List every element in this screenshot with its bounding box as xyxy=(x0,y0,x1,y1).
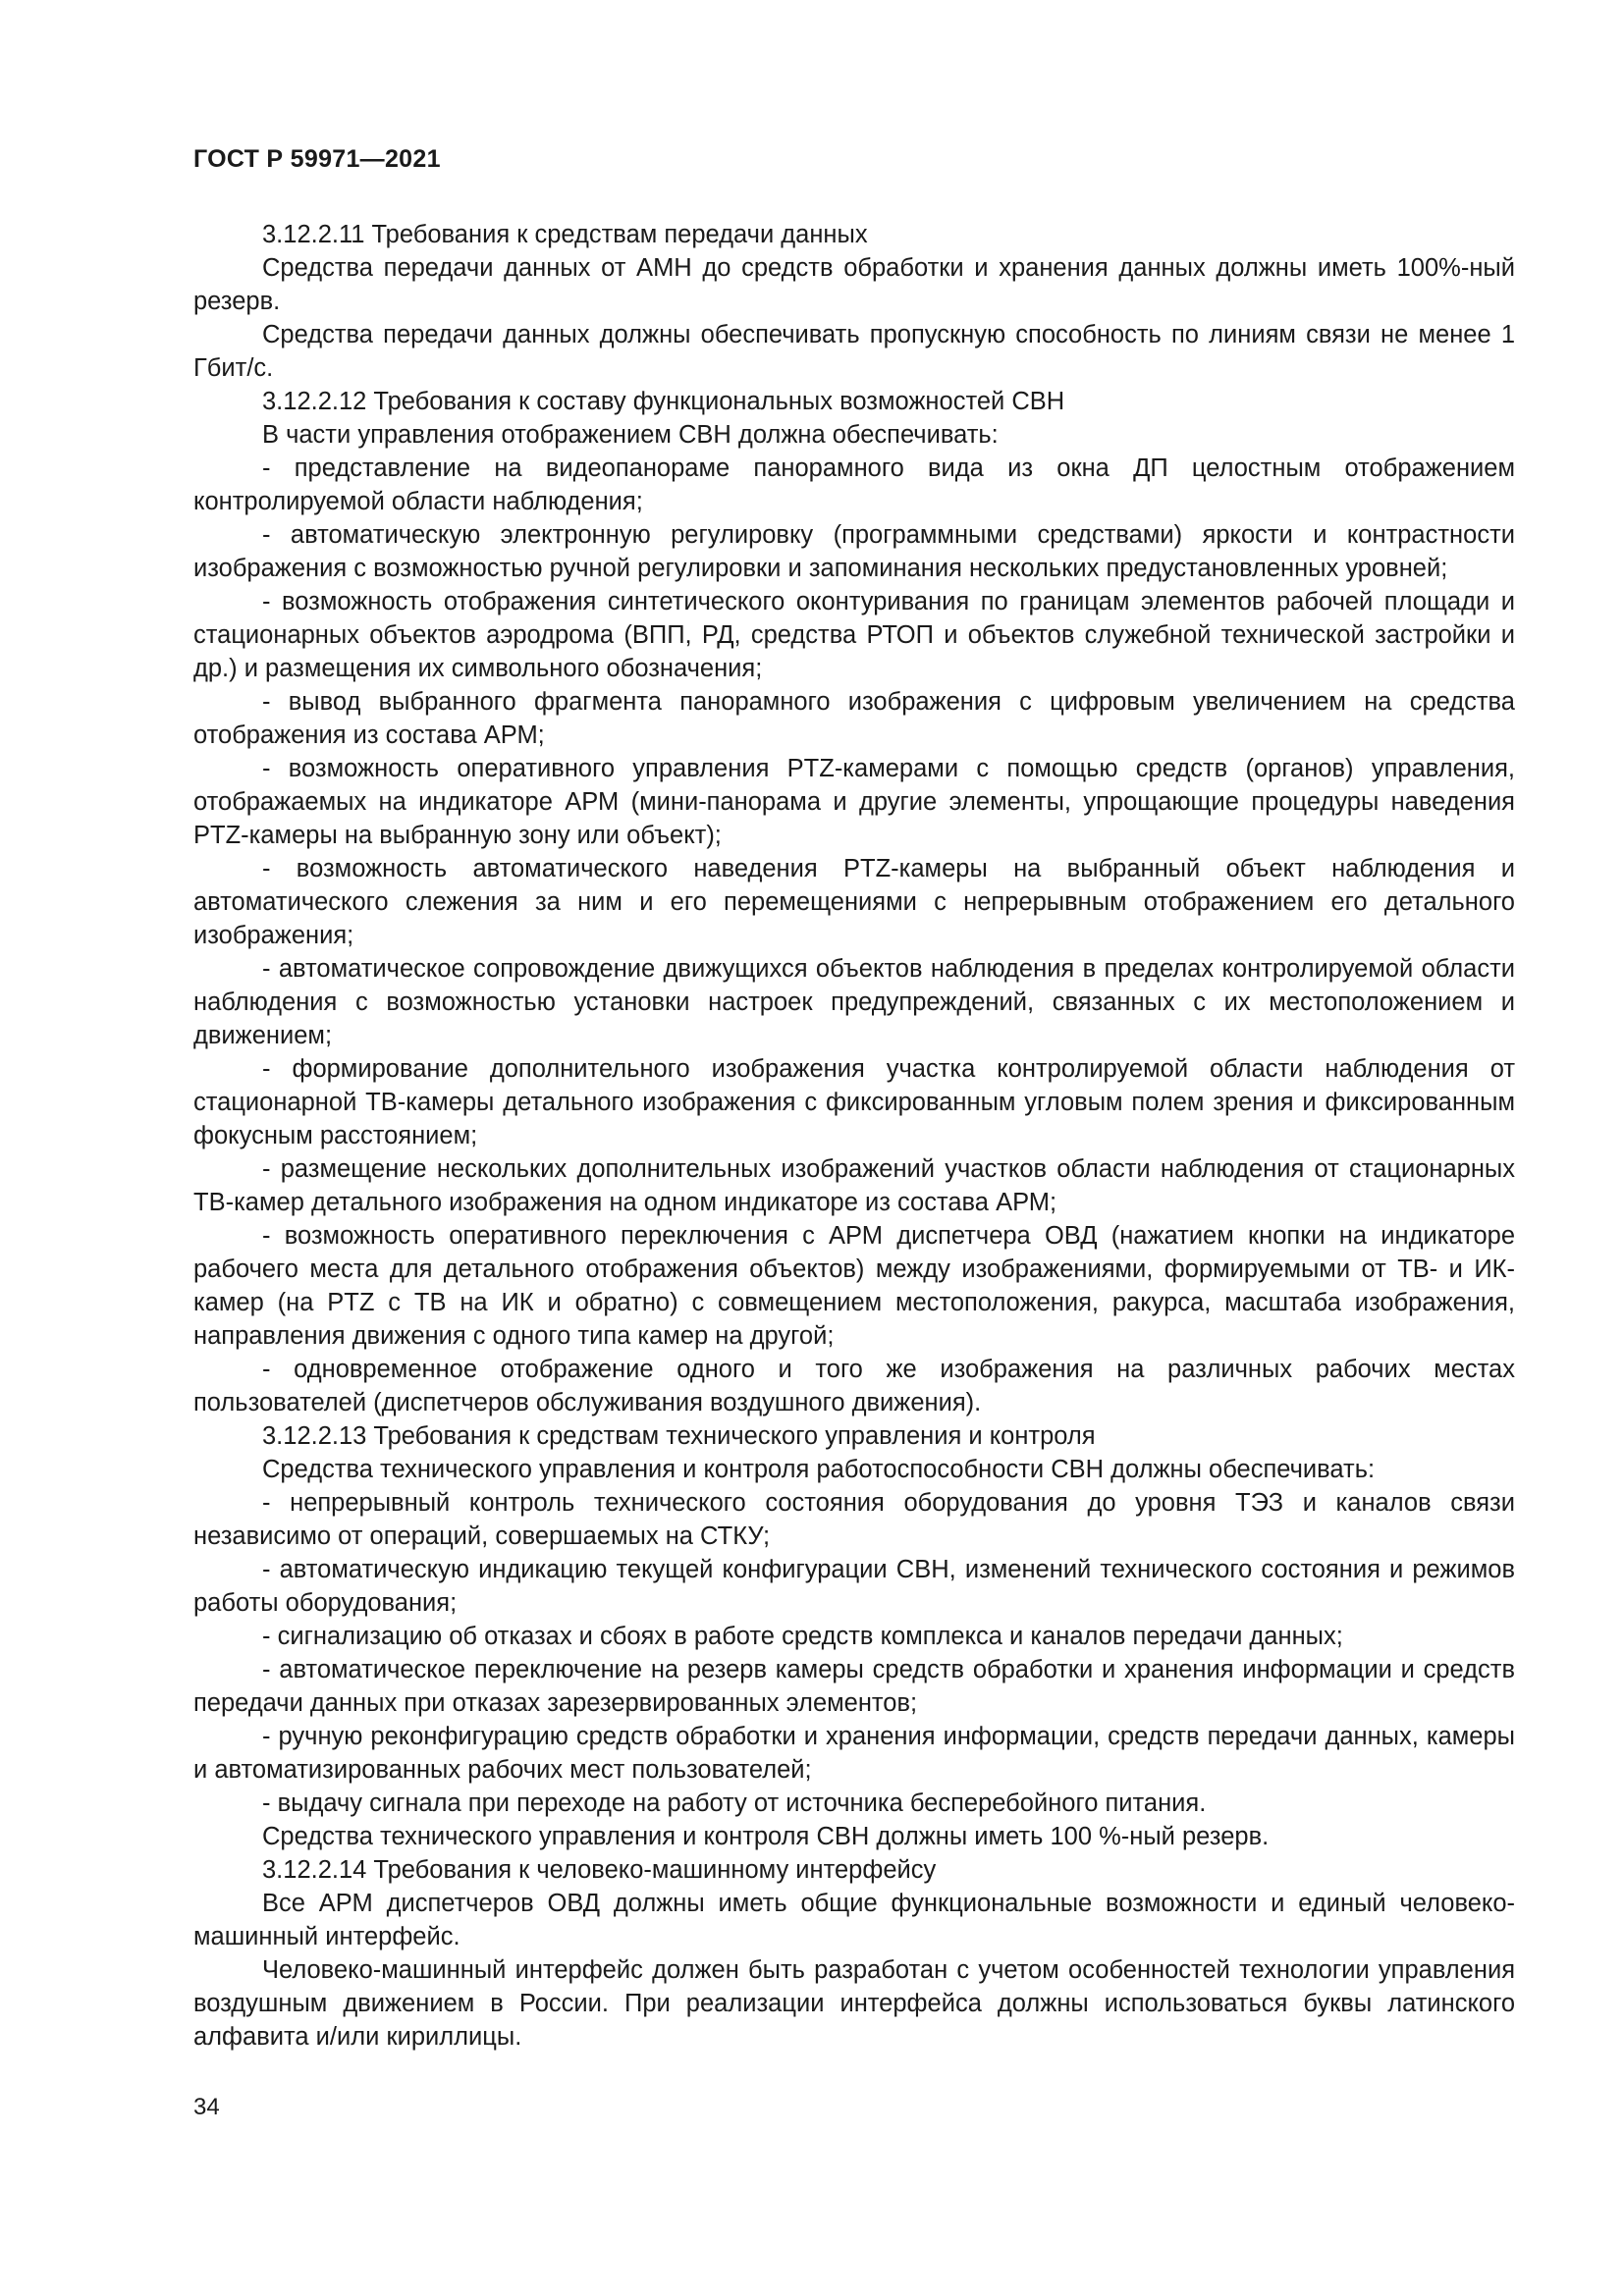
paragraph: 3.12.2.13 Требования к средствам технического управления и контроля xyxy=(262,1422,1096,1450)
paragraph: 3.12.2.12 Требования к составу функциональных возможностей СВН xyxy=(262,388,1065,415)
list-item: - автоматическое сопровождение движущихся объектов наблюдения в пределах контролируемой области наблюдения с возможностью установки настроек предупреждений, связанных с их местоположением и движением; xyxy=(193,955,1515,1049)
paragraph: Средства передачи данных должны обеспечивать пропускную способность по линиям связи не менее 1 Гбит/с. xyxy=(193,321,1515,382)
list-item: - автоматическую индикацию текущей конфигурации СВН, изменений технического состояния и режимов работы оборудования; xyxy=(193,1556,1515,1617)
list-item: - возможность автоматического наведения PTZ-камеры на выбранный объект наблюдения и автоматического слежения за ним и его перемещениями с непрерывным отображением его детального изображения; xyxy=(193,855,1515,949)
list-item: - автоматическое переключение на резерв камеры средств обработки и хранения информации и средств передачи данных при отказах зарезервированных элементов; xyxy=(193,1656,1515,1717)
list-item: - формирование дополнительного изображения участка контролируемой области наблюдения от стационарной ТВ-камеры детального изображения с фиксированным угловым полем зрения и фиксированным фокусным расстоянием; xyxy=(193,1055,1515,1149)
list-item: - размещение нескольких дополнительных изображений участков области наблюдения от стационарных ТВ-камер детального изображения на одном индикаторе из состава АРМ; xyxy=(193,1155,1515,1216)
paragraph: Средства технического управления и контроля СВН должны иметь 100 %-ный резерв. xyxy=(262,1823,1270,1850)
list-item: - возможность оперативного переключения с АРМ диспетчера ОВД (нажатием кнопки на индикаторе рабочего места для детального отображения объектов) между изображениями, формируемыми от ТВ- и ИК-камер (на PTZ с ТВ на ИК и обратно) с совмещением местоположения, ракурса, масштаба изображения, направления движения с одного типа камер на другой; xyxy=(193,1222,1515,1350)
paragraph: 3.12.2.14 Требования к человеко-машинному интерфейсу xyxy=(262,1856,937,1884)
list-item: - автоматическую электронную регулировку (программными средствами) яркости и контрастности изображения с возможностью ручной регулировки и запоминания нескольких предустановленных уровней; xyxy=(193,521,1515,582)
paragraph: В части управления отображением СВН должна обеспечивать: xyxy=(262,421,999,449)
document-page xyxy=(193,0,1515,2296)
document-body xyxy=(193,218,1515,2054)
list-item: - непрерывный контроль технического состояния оборудования до уровня ТЭЗ и каналов связи независимо от операций, совершаемых на СТКУ; xyxy=(193,1489,1515,1550)
list-item: - представление на видеопанораме панорамного вида из окна ДП целостным отображением контролируемой области наблюдения; xyxy=(193,454,1515,515)
list-item: - выдачу сигнала при переходе на работу от источника бесперебойного питания. xyxy=(262,1789,1207,1817)
list-item: - ручную реконфигурацию средств обработки и хранения информации, средств передачи данных, камеры и автоматизированных рабочих мест пользователей; xyxy=(193,1723,1515,1784)
list-item: - возможность отображения синтетического оконтуривания по границам элементов рабочей площади и стационарных объектов аэродрома (ВПП, РД, средства РТОП и объектов служебной технической застройки и др.) и размещения их символьного обозначения; xyxy=(193,588,1515,682)
paragraph: Человеко-машинный интерфейс должен быть разработан с учетом особенностей технологии управления воздушным движением в России. При реализации интерфейса должны использоваться буквы латинского алфавита и/или кириллицы. xyxy=(193,1956,1515,2051)
list-item: - возможность оперативного управления PTZ-камерами с помощью средств (органов) управления, отображаемых на индикаторе АРМ (мини-панорама и другие элементы, упрощающие процедуры наведения PTZ-камеры на выбранную зону или объект); xyxy=(193,755,1515,849)
paragraph: Все АРМ диспетчеров ОВД должны иметь общие функциональные возможности и единый человеко-машинный интерфейс. xyxy=(193,1890,1515,1950)
list-item: - вывод выбранного фрагмента панорамного изображения с цифровым увеличением на средства отображения из состава АРМ; xyxy=(193,688,1515,749)
paragraph: 3.12.2.11 Требования к средствам передачи данных xyxy=(262,221,868,248)
document-header: ГОСТ Р 59971—2021 xyxy=(193,145,441,173)
paragraph: Средства передачи данных от АМН до средств обработки и хранения данных должны иметь 100%-ный резерв. xyxy=(193,254,1515,315)
list-item: - сигнализацию об отказах и сбоях в работе средств комплекса и каналов передачи данных; xyxy=(262,1623,1343,1650)
paragraph: Средства технического управления и контроля работоспособности СВН должны обеспечивать: xyxy=(262,1456,1376,1483)
page-number: 34 xyxy=(193,2094,220,2120)
list-item: - одновременное отображение одного и того же изображения на различных рабочих местах пользователей (диспетчеров обслуживания воздушного движения). xyxy=(193,1356,1515,1416)
